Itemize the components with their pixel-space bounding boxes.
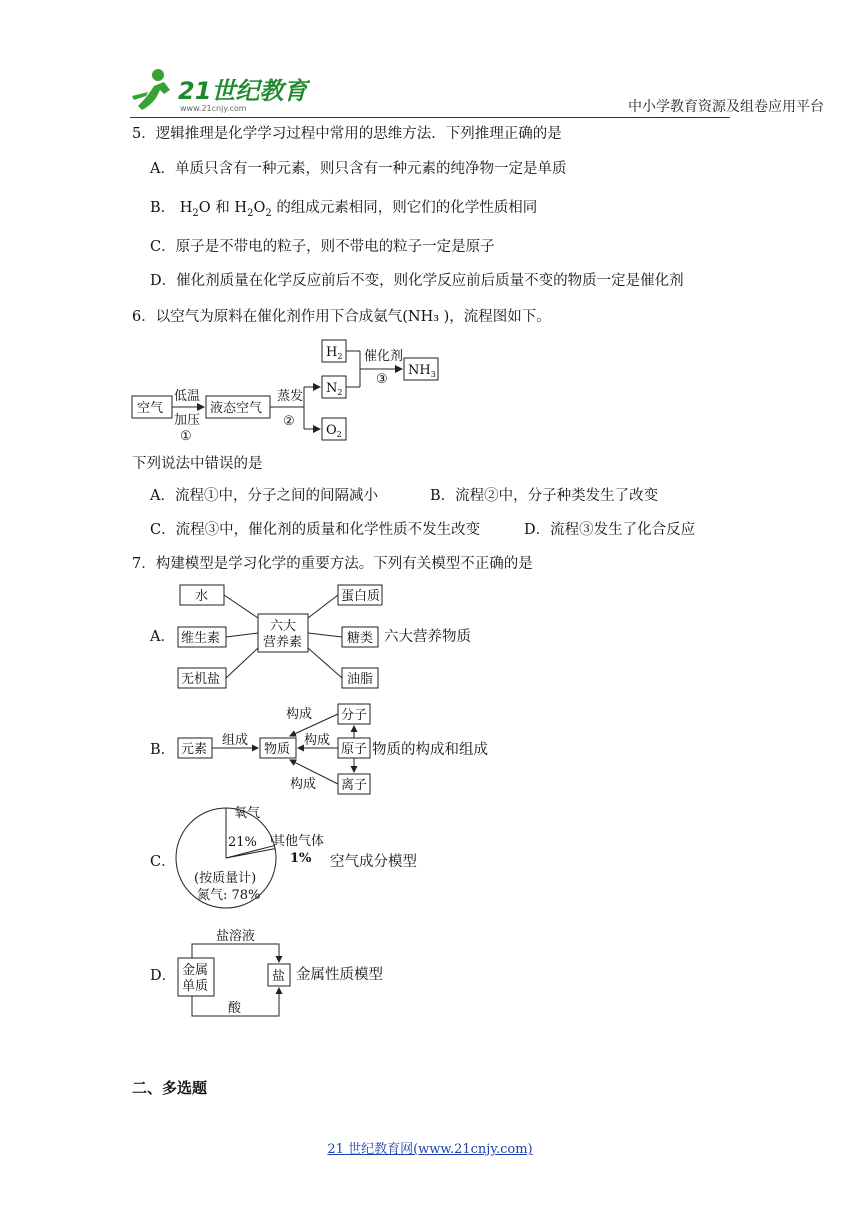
nutrient-protein: 蛋白质 [341,589,381,604]
q7-option-a-caption: 六大营养物质 [384,629,471,645]
svg-text:O2: $O_2$ [326,423,342,439]
flow-n2-label: N [326,381,338,396]
node-element: 元素 [181,742,208,757]
q7a-nutrients-diagram [172,580,392,690]
flow-air-label: 空气 [137,401,164,416]
q6-prompt: 下列说法中错误的是 [132,456,263,472]
edge-acid: 酸 [228,1001,242,1016]
q7-option-c-label: C． [150,854,176,870]
pie-label-other-pct: 1% [290,851,312,866]
node-metal-1: 金属 [182,963,209,978]
q7-option-d-caption: 金属性质模型 [296,967,383,983]
flow-step3-top: 催化剂 [364,349,404,364]
footer-link[interactable]: 21 世纪教育网(www.21cnjy.com) [327,1142,533,1157]
pie-label-oxygen-pct: 21% [228,835,257,850]
edge-constitute-molecule: 构成 [286,707,313,722]
flow-liquid-air-label: 液态空气 [210,401,263,416]
edge-constitute-ion: 构成 [290,777,317,792]
pie-label-other: 其他气体 [272,834,325,849]
node-ion: 离子 [341,778,368,793]
site-logo [130,66,310,116]
q7-option-b-label: B． [150,742,176,758]
flow-step2-num: ② [283,414,295,429]
q6-option-b: B．流程②中，分子种类发生了改变 [430,488,659,504]
flow-step2-top: 蒸发 [277,389,304,404]
q6-option-a: A．流程①中，分子之间的间隔减小 [150,488,378,504]
nutrient-sugar: 糖类 [347,631,374,646]
runner-logo-icon [132,69,170,110]
q7-stem: 7．构建模型是学习化学的重要方法。下列有关模型不正确的是 [132,556,533,572]
q7c-air-pie-chart [172,800,342,912]
svg-text:NH3: $NH_3$ [408,363,436,379]
nutrient-vitamin: 维生素 [181,631,221,646]
flow-o2-label: O [326,423,337,438]
node-substance: 物质 [264,742,291,757]
pie-label-nitrogen: 氮气: 78% [197,888,261,903]
q6-option-c: C．流程③中，催化剂的质量和化学性质不发生改变 [150,522,481,538]
q7d-metal-diagram [172,926,298,1022]
flow-step3-num: ③ [376,372,388,387]
node-molecule: 分子 [341,708,368,723]
pie-label-oxygen: 氧气 [234,806,261,821]
nutrient-water: 水 [195,589,209,604]
edge-salt-solution: 盐溶液 [216,929,256,944]
q5-option-b-label: B． [150,200,176,216]
q7b-structure-diagram [172,700,378,796]
svg-text:N2: $N_2$ [326,381,343,397]
q7-option-d-label: D． [150,968,177,984]
q5-formula-h2o: $H_2O$ 和 $H_2O_2$ [179,200,272,219]
edge-constitute-atom: 构成 [304,733,331,748]
q6-flow-diagram [128,334,448,446]
logo-url: www.21cnjy.com [180,104,247,113]
q7-option-c-caption: 空气成分模型 [330,854,417,870]
node-metal-2: 单质 [182,979,209,994]
pie-label-basis: (按质量计) [194,871,257,886]
section-heading: 二、多选题 [132,1079,208,1097]
q5-option-b [150,199,537,223]
q6-option-d: D．流程③发生了化合反应 [524,522,696,538]
q7-option-b-caption: 物质的构成和组成 [372,742,488,758]
nutrient-center-2: 营养素 [263,635,303,650]
nutrient-center-1: 六大 [270,619,297,634]
nutrient-fat: 油脂 [347,672,374,687]
q5-option-c: C．原子是不带电的粒子，则不带电的粒子一定是原子 [150,239,495,255]
q6-stem: 6．以空气为原料在催化剂作用下合成氨气(NH₃ )，流程图如下。 [132,309,551,325]
flow-h2-label: H [326,345,338,360]
header-divider [130,117,730,118]
q5-option-a: A．单质只含有一种元素，则只含有一种元素的纯净物一定是单质 [150,161,567,177]
q7-option-a-label: A． [150,629,175,645]
svg-text:H2: $H_2$ [326,345,343,361]
node-atom: 原子 [341,742,368,757]
flow-step1-bottom: 加压 [174,413,201,428]
logo-text: 21世纪教育 [178,77,308,105]
edge-compose: 组成 [222,733,249,748]
flow-step1-top: 低温 [174,389,201,404]
q5-option-d: D．催化剂质量在化学反应前后不变，则化学反应前后质量不变的物质一定是催化剂 [150,273,684,289]
platform-name: 中小学教育资源及组卷应用平台 [628,99,824,115]
node-salt: 盐 [272,969,286,984]
flow-step1-num: ① [180,429,192,444]
flow-nh3-label: NH [408,363,431,378]
q5-stem: 5．逻辑推理是化学学习过程中常用的思维方法．下列推理正确的是 [132,126,562,142]
nutrient-mineral: 无机盐 [181,672,221,687]
q5-option-b-text: 的组成元素相同，则它们的化学性质相同 [276,200,538,216]
